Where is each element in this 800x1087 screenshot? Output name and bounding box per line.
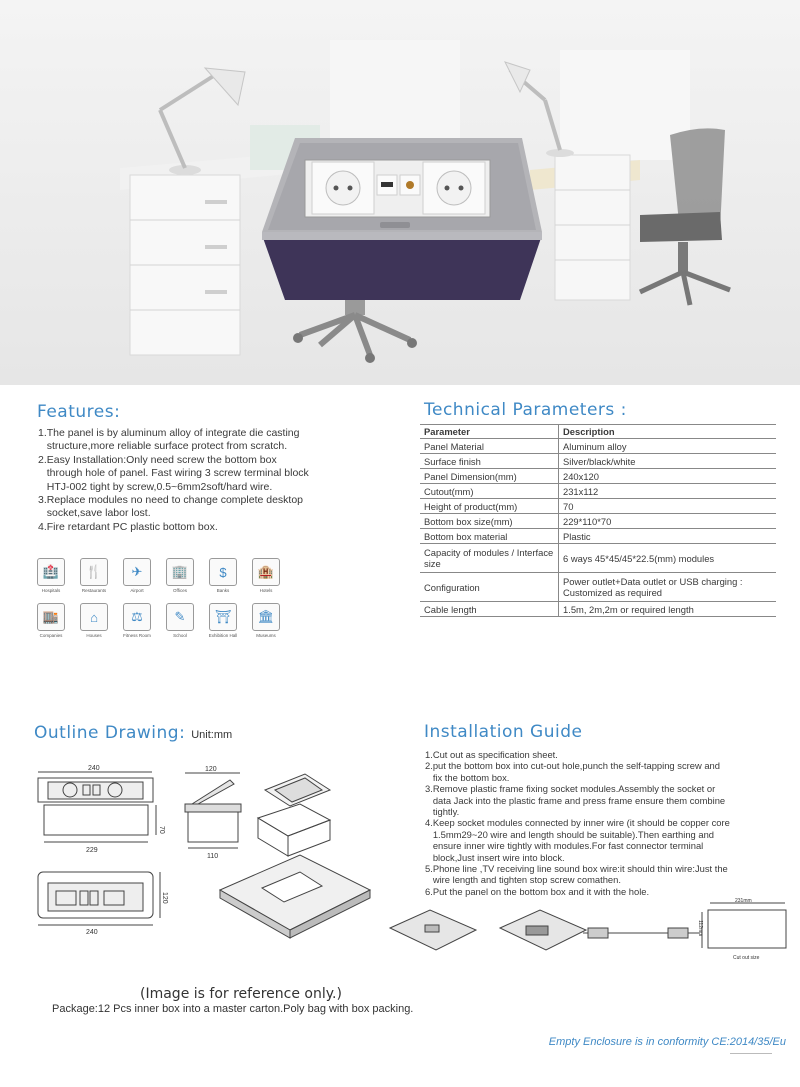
desc-cell: Power outlet+Data outlet or USB charging : Customized as required <box>559 573 777 602</box>
icon-caption: Houses <box>86 633 102 638</box>
install-step-line: block,Just insert wire into block. <box>425 851 565 863</box>
icon-caption: Exhibition Hall <box>208 633 238 638</box>
param-header: Parameter <box>420 425 559 439</box>
table-row <box>420 544 776 573</box>
feature-line: 1.The panel is by aluminum alloy of integrate die casting <box>38 427 300 439</box>
icon-caption: Restaurants <box>81 588 107 593</box>
desc-cell: 70 <box>559 499 777 514</box>
param-cell: Cutout(mm) <box>420 484 559 499</box>
reference-note: (Image is for reference only.) <box>140 986 342 1002</box>
divider <box>730 1053 772 1054</box>
hospital-icon: 🏥 <box>37 558 65 586</box>
param-cell: Panel Dimension(mm) <box>420 469 559 484</box>
desc-cell: 6 ways 45*45/45*22.5(mm) modules <box>559 544 777 573</box>
application-icon-cell <box>204 558 242 593</box>
install-step-line: ensure inner wire tightly with modules.For fast connector terminal <box>425 840 704 852</box>
param-cell: Cable length <box>420 602 559 617</box>
application-icon-cell <box>32 603 70 638</box>
table-row <box>420 439 776 454</box>
installation-title: Installation Guide <box>424 722 583 742</box>
restaurant-icon: 🍴 <box>80 558 108 586</box>
feature-line: 4.Fire retardant PC plastic bottom box. <box>38 520 218 533</box>
airport-icon: ✈ <box>123 558 151 586</box>
installation-list <box>425 749 770 897</box>
feature-line: HTJ-002 tight by screw,0.5~6mm2soft/hard wire. <box>38 480 273 493</box>
table-row <box>420 573 776 602</box>
office-icon: 🏢 <box>166 558 194 586</box>
table-row <box>420 469 776 484</box>
fitness-room-icon: ⚖ <box>123 603 151 631</box>
application-icon-cell <box>32 558 70 593</box>
house-icon: ⌂ <box>80 603 108 631</box>
desc-cell: 240x120 <box>559 469 777 484</box>
install-step-line: 4.Keep socket modules connected by inner wire (it should be copper core <box>425 817 730 829</box>
ce-conformity: Empty Enclosure is in conformity CE:2014/35/Eu <box>548 1036 786 1048</box>
desc-cell: Silver/black/white <box>559 454 777 469</box>
outline-unit: Unit:mm <box>191 729 233 741</box>
dim-112: 112mm <box>697 920 703 937</box>
parameters-table <box>420 424 776 617</box>
feature-line: through hole of panel. Fast wiring 3 screw terminal block <box>38 467 309 480</box>
install-step-line: data Jack into the plastic frame and press frame ensure them combine <box>425 794 726 806</box>
application-icon-cell <box>75 558 113 593</box>
dim-110: 110 <box>207 853 219 860</box>
icon-caption: School <box>173 633 187 638</box>
features-list <box>38 427 383 534</box>
table-row <box>420 484 776 499</box>
school-icon: ✎ <box>166 603 194 631</box>
param-cell: Panel Material <box>420 439 559 454</box>
table-row <box>420 454 776 469</box>
dim-70: 70 <box>158 826 165 834</box>
application-icon-cell <box>118 603 156 638</box>
icon-caption: Museums <box>256 633 276 638</box>
outline-title <box>34 723 232 743</box>
feature-line: socket,save labor lost. <box>38 507 151 520</box>
table-row <box>420 514 776 529</box>
param-cell: Bottom box size(mm) <box>420 514 559 529</box>
install-step-line: tightly. <box>425 806 460 818</box>
param-cell: Height of product(mm) <box>420 499 559 514</box>
product-photo <box>0 0 800 385</box>
install-step-line: wire length and tighten stop screw comathen. <box>425 874 621 886</box>
table-row <box>420 529 776 544</box>
feature-line: structure,more reliable surface protect from scratch. <box>38 440 288 453</box>
feature-line: 2.Easy Installation:Only need screw the bottom box <box>38 453 277 466</box>
param-cell: Capacity of modules / Interface size <box>420 544 559 573</box>
icon-caption: Hotels <box>259 588 273 593</box>
museum-icon: 🏛 <box>252 603 280 631</box>
icon-caption: Hospitals <box>41 588 61 593</box>
install-step-line: 1.5mm29~20 wire and length should be suitable).Then earthing and <box>425 828 714 840</box>
application-icon-cell <box>161 603 199 638</box>
icon-caption: Airport <box>130 588 144 593</box>
desc-cell: Plastic <box>559 529 777 544</box>
hotel-icon: 🏨 <box>252 558 280 586</box>
application-icons <box>32 558 292 638</box>
install-step-line: 6.Put the panel on the bottom box and it with the hole. <box>425 885 650 897</box>
package-info: Package:12 Pcs inner box into a master carton.Poly bag with box packing. <box>52 1003 414 1015</box>
application-icon-cell <box>204 603 242 638</box>
desc-cell: 1.5m, 2m,2m or required length <box>559 602 777 617</box>
install-step-line: 2.put the bottom box into cut-out hole,punch the self-tapping screw and <box>425 760 720 772</box>
application-icon-cell <box>161 558 199 593</box>
install-step-line: 3.Remove plastic frame fixing socket modules.Assembly the socket or <box>425 783 716 795</box>
application-icon-cell <box>247 603 285 638</box>
param-cell: Bottom box material <box>420 529 559 544</box>
application-icon-cell <box>75 603 113 638</box>
technical-title: Technical Parameters : <box>424 400 627 420</box>
desc-cell: Aluminum alloy <box>559 439 777 454</box>
desc-cell: 231x112 <box>559 484 777 499</box>
param-cell: Surface finish <box>420 454 559 469</box>
exhibition-icon: ⛩ <box>209 603 237 631</box>
bank-icon: $ <box>209 558 237 586</box>
install-step-line: fix the bottom box. <box>425 771 510 783</box>
icon-caption: Banks <box>216 588 230 593</box>
install-step-line: 1.Cut out as specification sheet. <box>425 749 558 760</box>
icon-caption: Companies <box>39 633 63 638</box>
features-title: Features: <box>37 402 121 422</box>
application-icon-cell <box>247 558 285 593</box>
param-cell: Configuration <box>420 573 559 602</box>
dim-240-bottom: 240 <box>86 929 98 936</box>
application-icon-cell <box>118 558 156 593</box>
dim-229: 229 <box>86 847 98 854</box>
dim-120-top: 120 <box>205 766 217 773</box>
dim-120-side: 120 <box>161 892 168 904</box>
icon-caption: Offices <box>173 588 187 593</box>
desc-cell: 229*110*70 <box>559 514 777 529</box>
install-step-line: 5.Phone line ,TV receiving line sound box wire:it should thin wire:Just the <box>425 863 728 875</box>
desc-header: Description <box>559 425 777 439</box>
outline-title-text: Outline Drawing: <box>34 723 186 743</box>
icon-caption: Fitness Room <box>123 633 151 638</box>
dim-240-top: 240 <box>88 765 100 772</box>
cutout-label: Cut out size <box>733 955 760 961</box>
table-row <box>420 602 776 617</box>
company-icon: 🏬 <box>37 603 65 631</box>
table-row <box>420 499 776 514</box>
feature-line: 3.Replace modules no need to change complete desktop <box>38 494 304 507</box>
dim-231: 231mm <box>735 898 752 904</box>
